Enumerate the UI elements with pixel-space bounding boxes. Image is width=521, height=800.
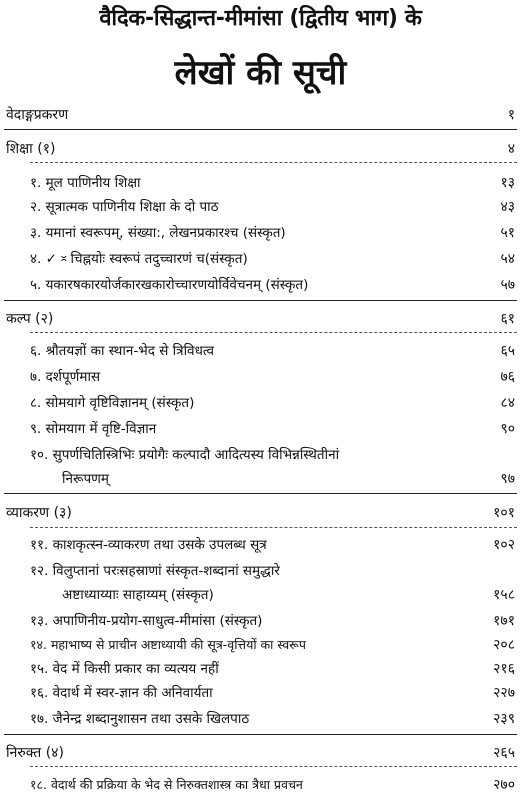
toc-entry-8	[0, 392, 521, 414]
toc-entry-page: ८४	[500, 395, 515, 411]
toc-entry-page: ४	[507, 141, 515, 157]
toc-entry-label: ५. यकारषकारयोर्जकारखकारोच्चारणयोर्विवेचनम् (संस्कृत)	[30, 277, 309, 293]
toc-entry-label: निरूपणम्	[62, 471, 109, 487]
toc-entry-page: १०२	[493, 537, 515, 553]
toc-entry-page: २०८	[493, 637, 515, 653]
toc-entry-12-cont	[0, 584, 521, 606]
page-heading-line1: वैदिक-सिद्धान्त-मीमांसा (द्वितीय भाग) के	[99, 6, 422, 31]
toc-entry-label: ११. काशकृत्स्न-व्याकरण तथा उसके उपलब्ध सूत्र	[30, 537, 267, 553]
toc-entry-page: २७०	[493, 777, 515, 793]
toc-entry-label: शिक्षा (१)	[6, 141, 56, 157]
toc-entry-label: निरुक्त (४)	[6, 745, 64, 761]
toc-entry-2	[0, 196, 521, 218]
page-heading-title: लेखों की सूची	[174, 53, 347, 93]
toc-entry-9	[0, 418, 521, 440]
toc-entry-label: अष्टाध्याय्याः साहाय्यम् (संस्कृत)	[62, 587, 214, 603]
toc-entry-page: ९०	[500, 421, 515, 437]
toc-entry-page: ४३	[500, 199, 515, 215]
toc-entry-4	[0, 248, 521, 270]
toc-entry-label: १६. वेदार्थ में स्वर-ज्ञान की अनिवार्यता	[30, 685, 213, 701]
toc-entry-label: वेदाङ्गप्रकरण	[6, 107, 69, 123]
toc-entry-label: ४. ✓ ᳲ चिह्नयोः स्वरूपं तदुच्चारणं च(संस्कृत)	[30, 251, 248, 267]
toc-entry-label: कल्प (२)	[6, 311, 54, 327]
toc-section-nirukta	[0, 742, 521, 764]
toc-entry-16	[0, 682, 521, 704]
toc-entry-13	[0, 610, 521, 632]
toc-entry-label: १४. महाभाष्य से प्राचीन अष्टाध्यायी की सूत्र-वृत्तियों का स्वरूप	[30, 637, 306, 652]
toc-entry-page: ६१	[500, 311, 515, 327]
toc-entry-label: १७. जैनेन्द्र शब्दानुशासन तथा उसके खिलपाठ	[30, 711, 250, 727]
toc-entry-page: ७६	[500, 369, 515, 385]
toc-entry-label: ७. दर्शपूर्णमास	[30, 369, 101, 385]
toc-entry-7	[0, 366, 521, 388]
toc-entry-label: १२. विलुप्तानां परःसहस्राणां संस्कृत-शब्दानां समुद्धारे	[30, 563, 280, 579]
divider	[4, 493, 517, 494]
toc-entry-label: २. सूत्रात्मक पाणिनीय शिक्षा के दो पाठ	[30, 199, 219, 215]
toc-entry-5	[0, 274, 521, 296]
divider	[30, 527, 517, 528]
toc-entry-page: १	[507, 107, 515, 123]
divider	[4, 129, 517, 130]
toc-entry-label: १८. वेदार्थ की प्रक्रिया के भेद से निरुक्तशास्त्र का त्रैधा प्रवचन	[30, 777, 303, 792]
toc-section-kalpa	[0, 308, 521, 330]
toc-entry-page: २१६	[493, 661, 515, 677]
toc-entry-label: १३. अपाणिनीय-प्रयोग-साधुत्व-मीमांसा (संस्कृत)	[30, 613, 263, 629]
toc-section-vyakarana	[0, 502, 521, 524]
toc-entry-label: ३. यमानां स्वरूपम्, संख्या:, लेखनप्रकारश्च (संस्कृत)	[30, 225, 286, 241]
toc-section-shiksha	[0, 138, 521, 160]
toc-entry-page: २२७	[493, 685, 515, 701]
toc-entry-15	[0, 658, 521, 680]
toc-entry-12	[0, 560, 521, 582]
divider	[30, 162, 517, 163]
toc-entry-1	[0, 172, 521, 194]
toc-entry-label: १५. वेद में किसी प्रकार का व्यत्यय नहीं	[30, 661, 219, 677]
toc-entry-14	[0, 634, 521, 656]
divider	[30, 332, 517, 333]
toc-entry-page: २३९	[493, 711, 515, 727]
toc-entry-page: २६५	[493, 745, 515, 761]
toc-entry-label: ८. सोमयागे वृष्टिविज्ञानम् (संस्कृत)	[30, 395, 195, 411]
toc-entry-page: १७१	[493, 613, 515, 629]
toc-entry-10	[0, 444, 521, 466]
divider	[30, 766, 517, 767]
toc-entry-page: ५४	[500, 251, 515, 267]
toc-entry-10-cont	[0, 468, 521, 490]
toc-entry-label: ९. सोमयाग में वृष्टि-विज्ञान	[30, 421, 157, 437]
toc-entry-label: १. मूल पाणिनीय शिक्षा	[30, 175, 141, 191]
toc-entry-page: ५१	[500, 225, 515, 241]
toc-entry-page: १०१	[493, 505, 515, 521]
toc-entry-page: १५८	[493, 587, 515, 603]
toc-entry-page: ६५	[500, 343, 515, 359]
divider	[4, 734, 517, 735]
toc-entry-label: १०. सुपर्णचितिस्त्रिभिः प्रयोगैः कल्पादौ आदित्यस्य विभिन्नस्थितीनां	[30, 447, 340, 463]
toc-entry-6	[0, 340, 521, 362]
toc-entry-18	[0, 774, 521, 796]
toc-entry-vedanga	[0, 104, 521, 126]
toc-entry-3	[0, 222, 521, 244]
toc-entry-page: ५७	[500, 277, 515, 293]
toc-entry-page: ९७	[500, 471, 515, 487]
toc-entry-page: १३	[500, 175, 515, 191]
toc-entry-label: ६. श्रौतयज्ञों का स्थान-भेद से त्रिविधत्व	[30, 343, 214, 359]
divider	[4, 300, 517, 301]
toc-entry-11	[0, 534, 521, 556]
toc-entry-label: व्याकरण (३)	[6, 505, 72, 521]
toc-entry-17	[0, 708, 521, 730]
